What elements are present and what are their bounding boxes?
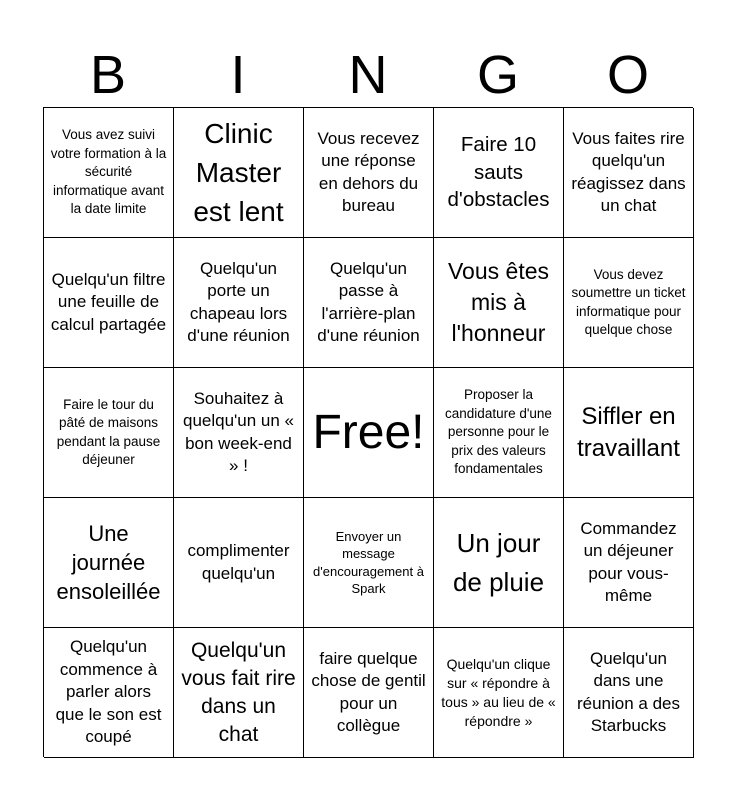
cell-text: Quelqu'un commence à parler alors que le son est coupé xyxy=(55,637,162,747)
cell-text: Siffler en travaillant xyxy=(577,402,680,462)
bingo-cell xyxy=(174,238,304,368)
bingo-cell xyxy=(174,108,304,238)
cell-text: Un jour de pluie xyxy=(452,527,545,597)
bingo-cell xyxy=(434,238,564,368)
cell-text: Vous avez suivi votre formation à la sécurité informatique avant la date limite xyxy=(50,127,167,217)
cell-text: complimenter quelqu'un xyxy=(187,541,290,583)
header-letter-i: I xyxy=(230,45,246,105)
bingo-cell xyxy=(434,628,564,758)
cell-text: Vous êtes mis à l'honneur xyxy=(447,258,550,346)
bingo-cell xyxy=(564,498,694,628)
cell-text: Clinic Master est lent xyxy=(193,118,284,227)
cell-text: Vous recevez une réponse en dehors du bureau xyxy=(317,128,420,215)
cell-text: Souhaitez à quelqu'un un « bon week-end » ! xyxy=(182,388,294,475)
bingo-cell xyxy=(564,238,694,368)
cell-text: Faire 10 sauts d'obstacles xyxy=(447,133,550,212)
bingo-cell xyxy=(564,368,694,498)
bingo-cell xyxy=(304,238,434,368)
bingo-header xyxy=(43,40,693,106)
cell-text: Quelqu'un filtre une feuille de calcul partagée xyxy=(50,269,167,334)
bingo-cell xyxy=(174,498,304,628)
bingo-cell xyxy=(44,368,174,498)
bingo-cell xyxy=(44,498,174,628)
cell-text: Une journée ensoleillée xyxy=(56,521,161,604)
bingo-cell xyxy=(304,628,434,758)
free-space xyxy=(304,368,434,498)
bingo-cell xyxy=(174,628,304,758)
cell-text: Quelqu'un clique sur « répondre à tous » au lieu de « répondre » xyxy=(441,655,556,729)
bingo-cell xyxy=(304,108,434,238)
cell-text: Vous devez soumettre un ticket informatique pour quelque chose xyxy=(571,266,686,337)
cell-text: Commandez un déjeuner pour vous-même xyxy=(580,518,677,605)
header-letter-n: N xyxy=(348,45,388,105)
bingo-cell xyxy=(44,628,174,758)
bingo-grid xyxy=(43,107,693,757)
bingo-cell xyxy=(174,368,304,498)
bingo-cell xyxy=(434,368,564,498)
bingo-cell xyxy=(434,108,564,238)
bingo-cell xyxy=(564,628,694,758)
header-letter-o: O xyxy=(606,45,649,105)
cell-text: Proposer la candidature d'une personne pour le prix des valeurs fondamentales xyxy=(445,387,552,477)
bingo-cell xyxy=(44,108,174,238)
bingo-cell xyxy=(304,498,434,628)
cell-text: Faire le tour du pâté de maisons pendant la pause déjeuner xyxy=(56,396,161,467)
bingo-cell xyxy=(564,108,694,238)
cell-text: Free! xyxy=(312,405,425,459)
cell-text: Quelqu'un passe à l'arrière-plan d'une réunion xyxy=(317,258,420,345)
cell-text: Quelqu'un vous fait rire dans un chat xyxy=(181,638,296,746)
cell-text: Vous faites rire quelqu'un réagissez dans un chat xyxy=(571,128,686,215)
header-letter-g: G xyxy=(476,45,519,105)
cell-text: Quelqu'un dans une réunion a des Starbucks xyxy=(576,648,681,735)
cell-text: faire quelque chose de gentil pour un collègue xyxy=(311,648,426,735)
bingo-cell xyxy=(434,498,564,628)
header-letter-b: B xyxy=(89,45,127,105)
cell-text: Quelqu'un porte un chapeau lors d'une réunion xyxy=(187,258,290,345)
bingo-cell xyxy=(44,238,174,368)
cell-text: Envoyer un message d'encouragement à Spark xyxy=(313,528,424,596)
